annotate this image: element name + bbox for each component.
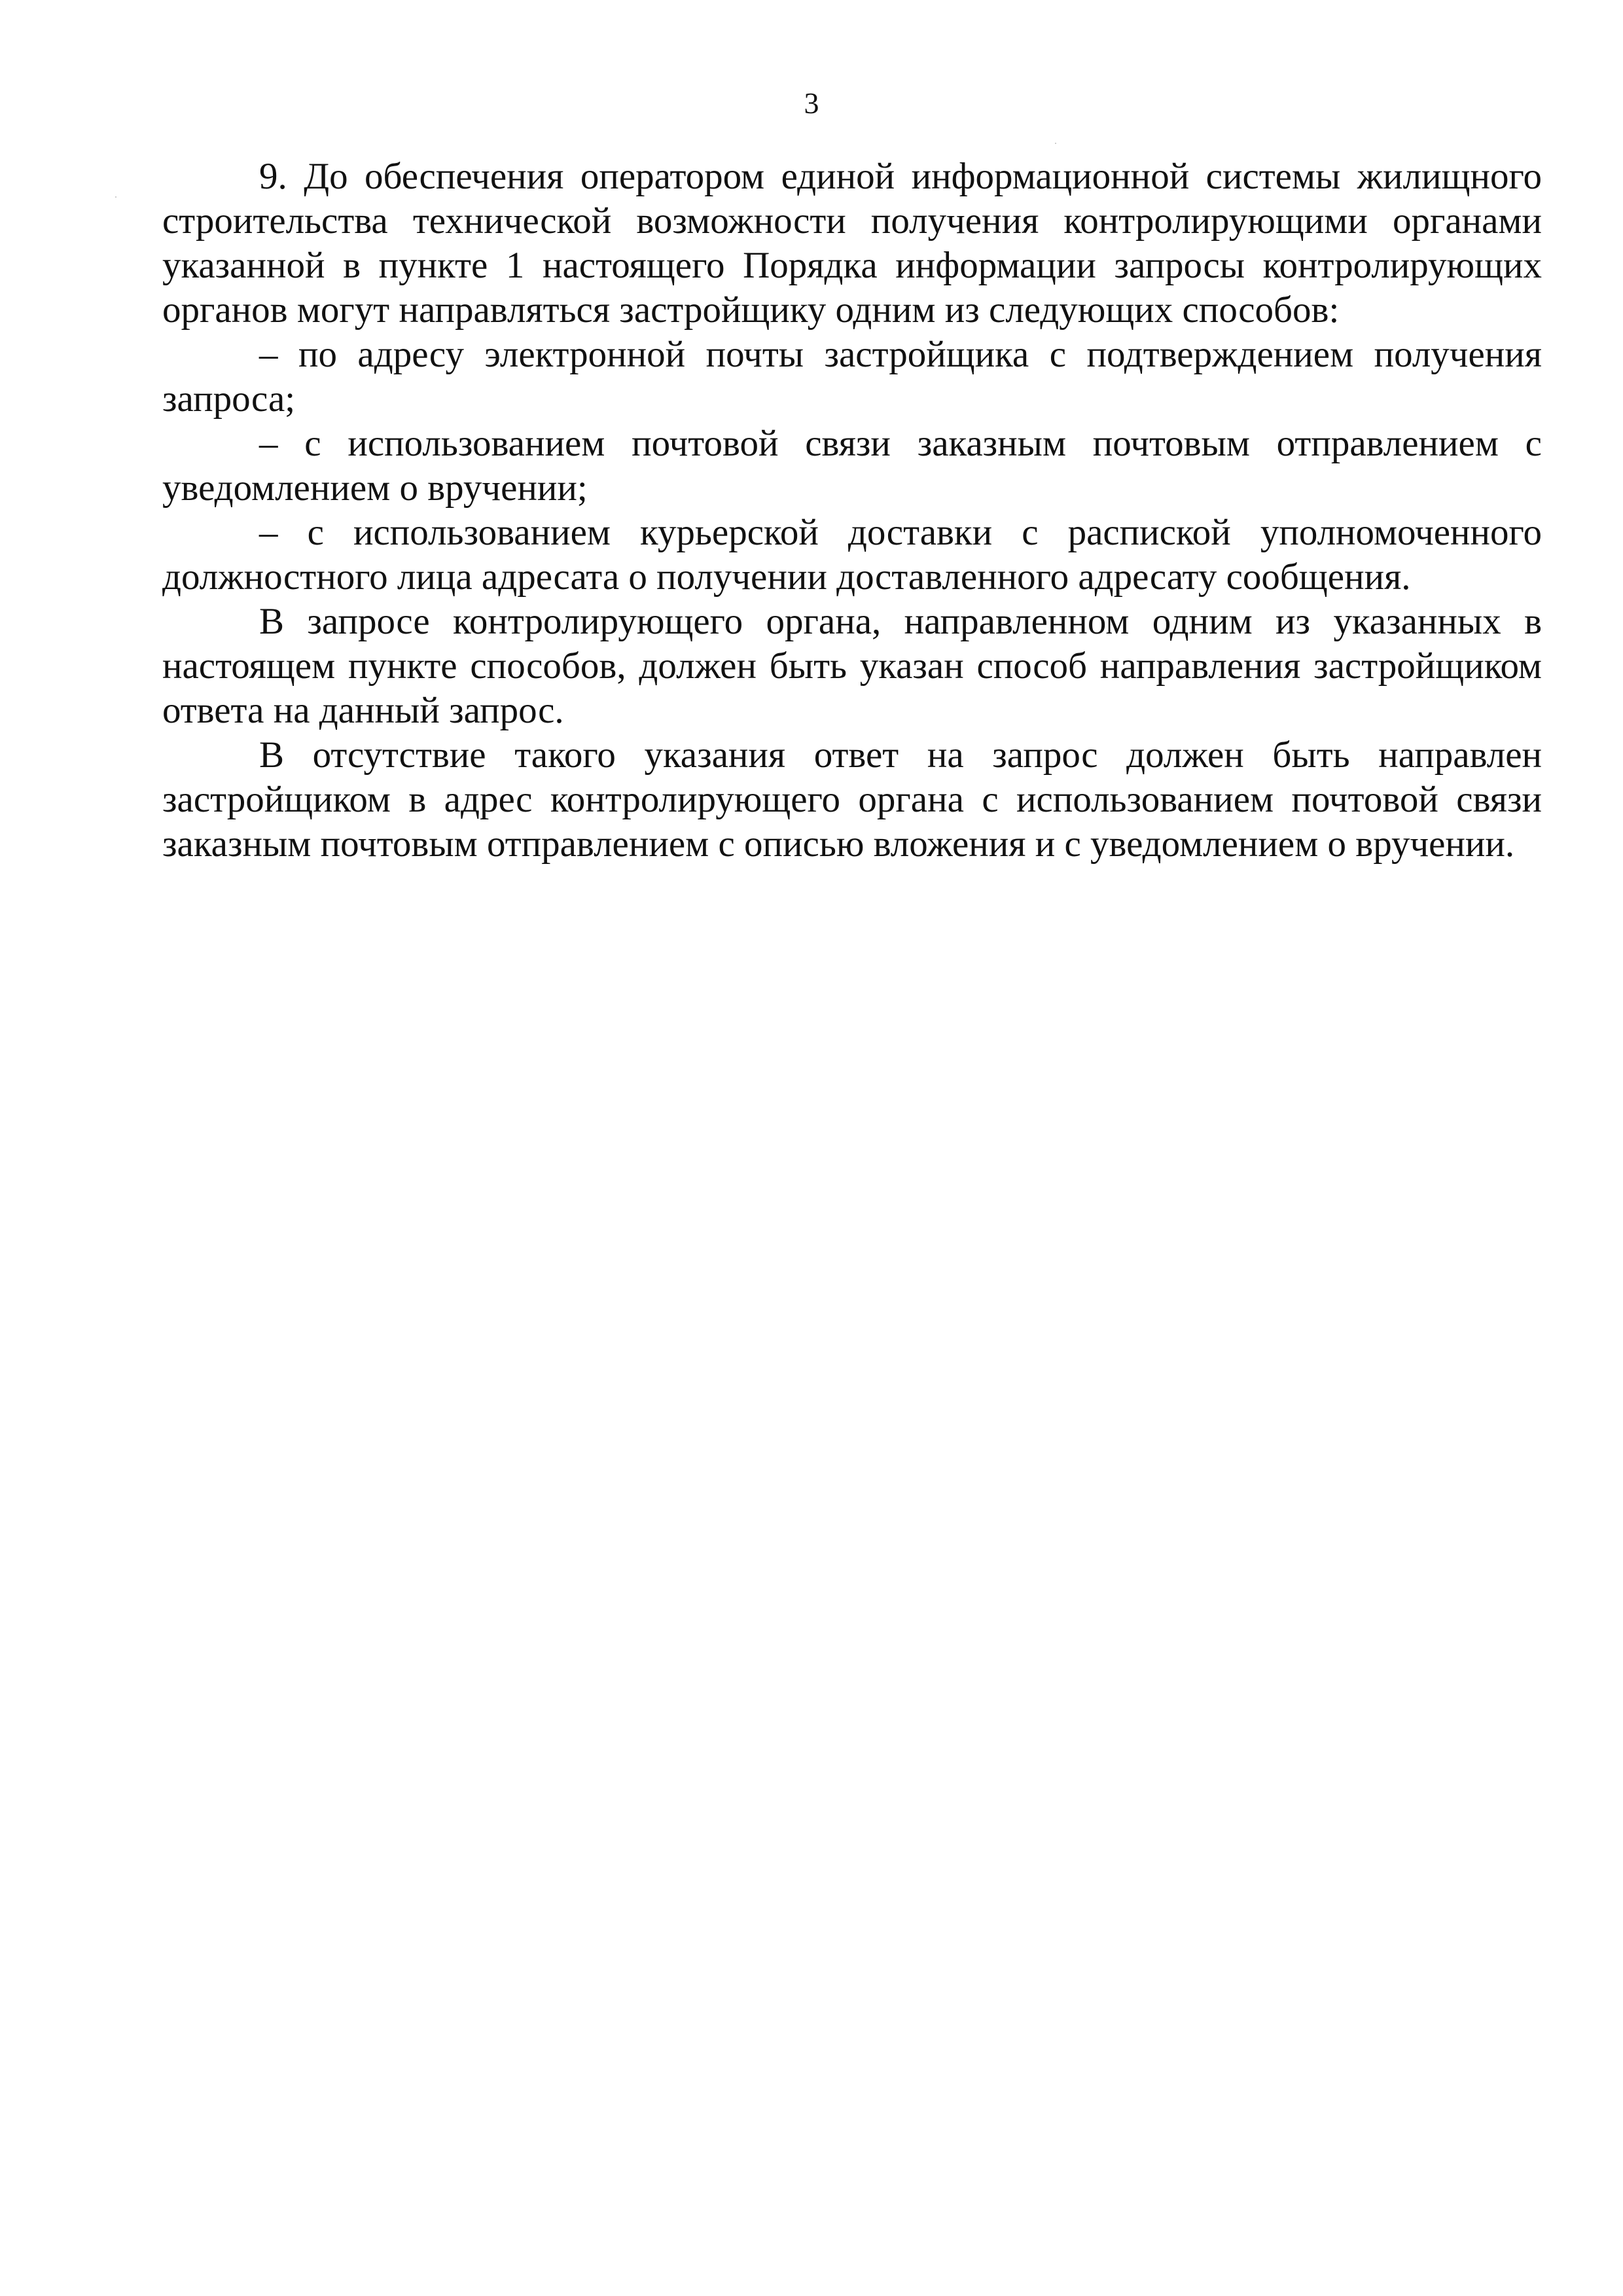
paragraph-clause-9: 9. До обеспечения оператором единой информационной системы жилищного строительства технической возможности получения контролирующими органами указанной в пункте 1 настоящего Порядка информации запросы контролирующих органов могут направляться застройщику одним из следующих способов: [162,156,1542,331]
scan-speck [1055,143,1056,144]
list-item-courier: – с использованием курьерской доставки с распиской уполномоченного должностного лица адресата о получении доставленного адресату сообщения. [162,512,1542,598]
paragraph-request-method: В запросе контролирующего органа, направленном одним из указанных в настоящем пункте способов, должен быть указан способ направления застройщиком ответа на данный запрос. [162,601,1542,731]
list-item-email: – по адресу электронной почты застройщика с подтверждением получения запроса; [162,334,1542,420]
scan-speck [115,196,116,198]
page-number: 3 [804,86,819,120]
list-item-postal: – с использованием почтовой связи заказным почтовым отправлением с уведомлением о вручении; [162,423,1542,509]
paragraph-default-method: В отсутствие такого указания ответ на запрос должен быть направлен застройщиком в адрес контролирующего органа с использованием почтовой связи заказным почтовым отправлением с описью вложения и с уведомлением о вручении. [162,734,1542,865]
document-body [162,154,1542,867]
